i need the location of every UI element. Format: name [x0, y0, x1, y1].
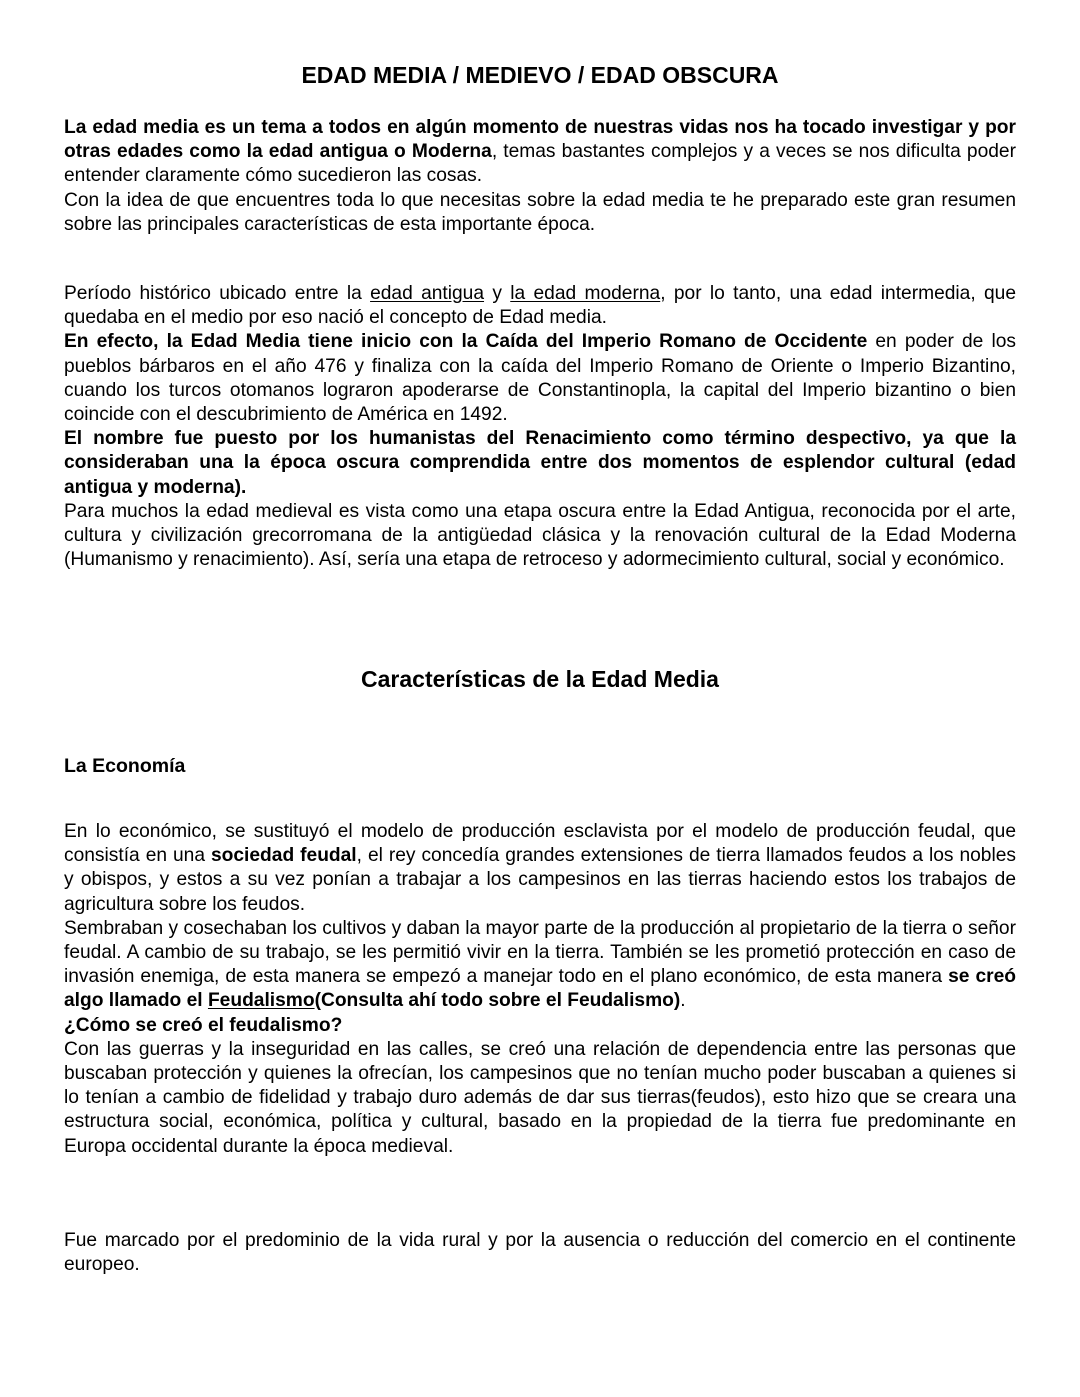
- economia-text: Sembraban y cosechaban los cultivos y daban la mayor parte de la producción al propietario de la tierra o señor feudal. A cambio de su trabajo, se les permitió vivir en la tierra. También se les prometió protección en caso de invasión enemiga, de esta manera se empezó a manejar todo en el plano económico, de esta manera: [64, 917, 1016, 988]
- link-edad-antigua[interactable]: edad antigua: [370, 283, 485, 304]
- question-heading: ¿Cómo se creó el feudalismo?: [64, 1014, 343, 1036]
- consulta-bold: (Consulta ahí todo sobre el Feudalismo): [314, 990, 681, 1012]
- document-title: EDAD MEDIA / MEDIEVO / EDAD OBSCURA: [301, 62, 779, 88]
- sociedad-feudal-bold: sociedad feudal: [210, 845, 357, 867]
- section-title: Características de la Edad Media: [361, 666, 719, 692]
- efecto-bold-text: En efecto, la Edad Media tiene inicio con la Caída del Imperio Romano de Occidente: [64, 331, 868, 353]
- feudalismo-bold: se creó algo llamado el: [64, 966, 1017, 1012]
- muchos-text: Para muchos la edad medieval es vista como una etapa oscura entre la Edad Antigua, reconocida por el arte, cultura y civilización grecorromana de la antigüedad clásica y la renovación cultural de la Edad Moderna (Humanismo y renacimiento). Así, sería una etapa de retroceso y adormecimiento cultural, social y económico.: [64, 500, 1016, 571]
- economia-final-paragraph: Fue marcado por el predominio de la vida rural y por la ausencia o reducción del comercio en el continente europeo.: [64, 1230, 1016, 1276]
- intro-line2: Con la idea de que encuentres toda lo que necesitas sobre la edad media te he preparado este gran resumen sobre las principales características de esta importante época.: [64, 189, 1016, 235]
- economia-heading: La Economía: [64, 755, 186, 777]
- periodo-paragraph: [64, 282, 1016, 572]
- intro-paragraph: [64, 116, 1016, 237]
- intro-bold-text: La edad media es un tema a todos en algún momento de nuestras vidas nos ha tocado investigar y por otras edades como la edad antigua o Moderna: [64, 117, 1016, 163]
- economia-text: En lo económico, se sustituyó el modelo de producción esclavista por el modelo de producción feudal, que consistía en una: [64, 821, 1016, 867]
- economia-paragraph: [64, 820, 1016, 1159]
- periodo-text: Período histórico ubicado entre la: [64, 283, 371, 304]
- link-edad-moderna[interactable]: la edad moderna: [510, 283, 661, 304]
- economia-text: , el rey concedía grandes extensiones de tierra llamados feudos a los nobles y obispos, y estos a su vez ponían a trabajar a los campesinos en las tierras haciendo estos los trabajos de agricultura sobre los feudos.: [64, 845, 1016, 915]
- economia-p3: Con las guerras y la inseguridad en las calles, se creó una relación de dependencia entre las personas que buscaban protección y quienes la ofrecían, los campesinos que no tenían mucho poder buscaban a quienes si lo tenían a cambio de fidelidad y trabajo duro además de dar sus tierras(feudos), esto hizo que se creara una estructura social, económica, política y cultural, basado en la propiedad de la tierra fue predominante en Europa occidental durante la época medieval.: [64, 1038, 1016, 1157]
- nombre-bold-text: El nombre fue puesto por los humanistas del Renacimiento como término despectivo, ya que la consideraban una la época oscura comprendida entre dos momentos de esplendor cultural (edad antigua y moderna).: [64, 428, 1016, 498]
- periodo-text: y: [484, 283, 511, 304]
- link-feudalismo[interactable]: Feudalismo: [207, 990, 315, 1012]
- efecto-rest-text: en poder de los pueblos bárbaros en el año 476 y finaliza con la caída del Imperio Romano de Oriente o Imperio Bizantino, cuando los turcos otomanos lograron apoderarse de Constantinopla, la capital del Imperio bizantino o bien coincide con el descubrimiento de América en 1492.: [64, 331, 1016, 426]
- periodo-text: , por lo tanto, una edad intermedia, que quedaba en el medio por eso nació el concepto de Edad media.: [64, 283, 1017, 329]
- intro-rest-text: , temas bastantes complejos y a veces se nos dificulta poder entender claramente cómo sucedieron las cosas.: [64, 141, 1016, 187]
- economia-text: .: [680, 990, 686, 1012]
